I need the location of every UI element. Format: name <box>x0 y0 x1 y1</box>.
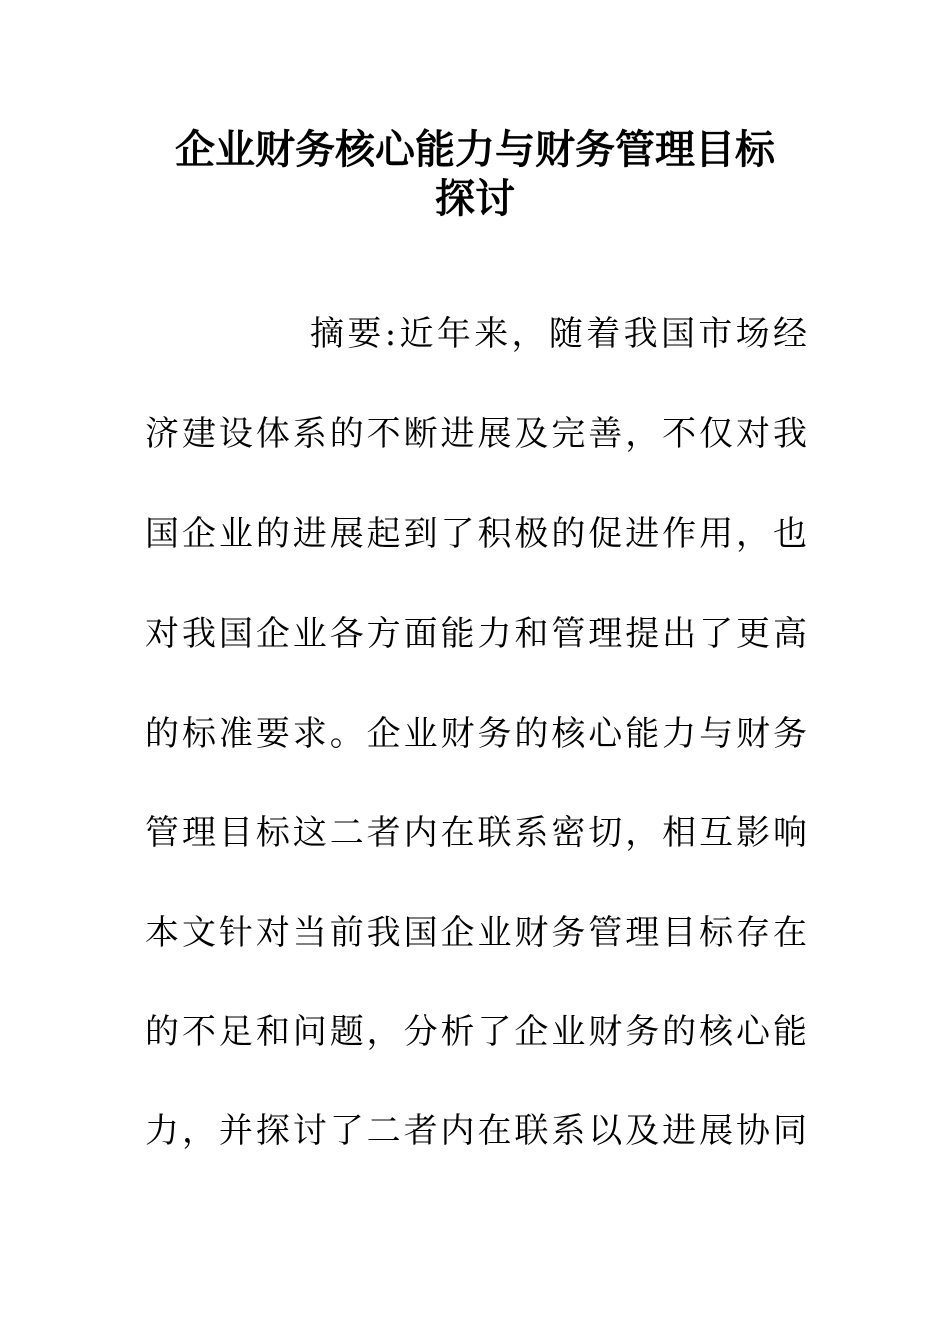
document-title-line-2: 探讨 <box>435 175 515 222</box>
abstract-line: 本文针对当前我国企业财务管理目标存在 <box>145 913 807 953</box>
abstract-line: 国企业的进展起到了积极的促进作用，也 <box>145 514 807 554</box>
abstract-line: 对我国企业各方面能力和管理提出了更高 <box>145 614 807 654</box>
abstract-line: 管理目标这二者内在联系密切，相互影响 <box>145 813 807 853</box>
abstract-line: 力，并探讨了二者内在联系以及进展协同 <box>145 1111 807 1151</box>
abstract-line: 摘要:近年来，随着我国市场经 <box>310 314 807 354</box>
document-title-line-1: 企业财务核心能力与财务管理目标 <box>175 126 775 173</box>
abstract-line: 济建设体系的不断进展及完善，不仅对我 <box>145 414 807 454</box>
abstract-line: 的不足和问题，分析了企业财务的核心能 <box>145 1012 807 1052</box>
abstract-line: 的标准要求。企业财务的核心能力与财务 <box>145 714 807 754</box>
